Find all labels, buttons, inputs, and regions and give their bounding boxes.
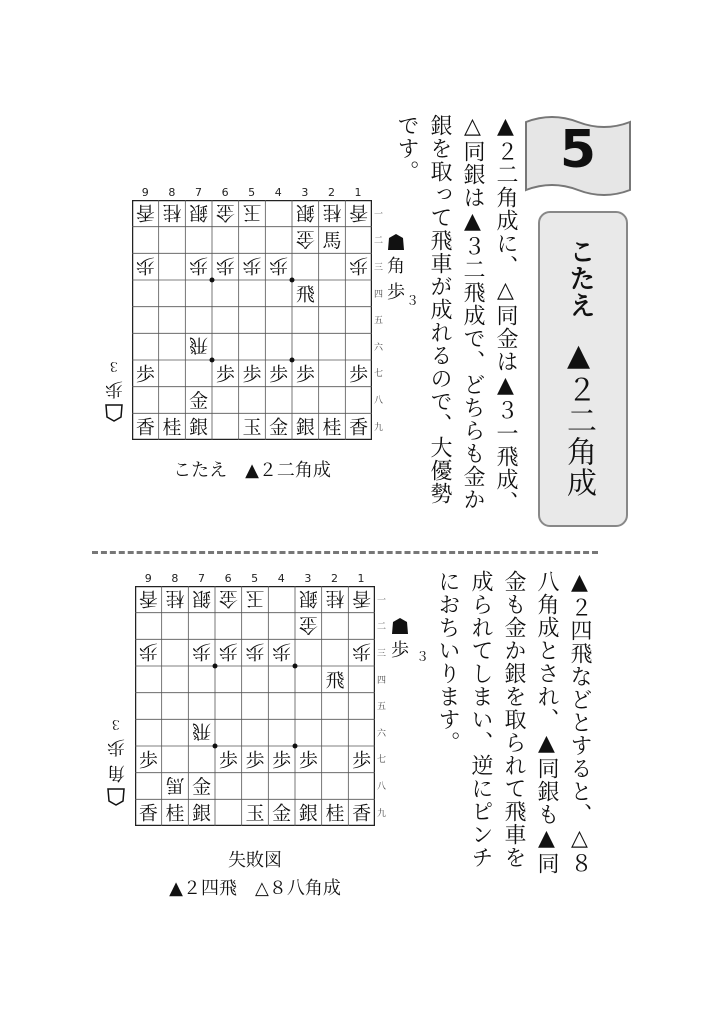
- gote-piece-5-1: 玉: [242, 201, 262, 224]
- explanation-top-3: 銀を取って飛車が成れるので、大優勢: [427, 114, 452, 505]
- board1-sente-hand: 角 歩: [386, 232, 406, 304]
- gote-piece-7-6: 飛: [189, 334, 209, 357]
- sente-piece-9-7: 歩: [138, 749, 158, 772]
- board2-sente-hand: 歩: [390, 616, 410, 662]
- sente-piece-3-9: 銀: [295, 416, 315, 439]
- gote-piece-7-3: 歩: [189, 254, 209, 277]
- gote-piece-6-3: 歩: [215, 254, 235, 277]
- sente-piece-1-7: 歩: [352, 749, 372, 772]
- gote-piece-5-3: 歩: [245, 640, 265, 663]
- sente-piece-9-9: 香: [138, 802, 158, 825]
- board2-sente-count: ３: [416, 650, 430, 665]
- board2-rank-labels: 一 二 三 四 五 六 七 八 九: [377, 595, 387, 819]
- explanation-bottom-4: 成られてしまい、逆にピンチ: [468, 570, 493, 869]
- gote-piece-8-8: 馬: [165, 774, 185, 796]
- problem-number: 5: [559, 120, 597, 180]
- sente-piece-2-9: 桂: [325, 802, 345, 825]
- gote-mark-icon: [104, 403, 124, 423]
- sente-piece-2-2: 馬: [322, 230, 342, 252]
- shogi-board-failure: [135, 586, 375, 826]
- sente-piece-7-9: 銀: [192, 802, 212, 825]
- sente-piece-2-9: 桂: [322, 416, 342, 439]
- gote-piece-3-2: 金: [298, 614, 318, 636]
- sente-piece-8-9: 桂: [165, 802, 185, 825]
- gote-piece-2-1: 桂: [322, 201, 342, 224]
- board2-gote-hand: 角 歩 ３: [106, 716, 126, 807]
- sente-piece-3-9: 銀: [298, 802, 318, 825]
- sente-mark-icon: [390, 616, 410, 636]
- explanation-top-2: △同銀は▲３二飛成で、どちらも金か: [460, 114, 485, 511]
- gote-piece-7-1: 銀: [189, 201, 209, 224]
- sente-piece-5-9: 玉: [242, 416, 262, 439]
- sente-piece-9-9: 香: [135, 416, 155, 439]
- gote-piece-3-2: 金: [295, 228, 315, 250]
- explanation-bottom-1: ▲２四飛などとすると、△８: [567, 570, 592, 875]
- explanation-bottom-3: 金も金か銀を取られて飛車を: [501, 570, 526, 869]
- board1-file-labels: 9 8 7 6 5 4 3 2 1: [141, 186, 362, 199]
- gote-piece-4-3: 歩: [272, 640, 292, 663]
- board1-caption: こたえ ▲２二角成: [173, 460, 331, 481]
- sente-piece-4-7: 歩: [272, 749, 292, 772]
- sente-piece-1-9: 香: [349, 416, 369, 439]
- gote-piece-9-3: 歩: [138, 640, 158, 663]
- gote-piece-9-1: 香: [138, 587, 158, 610]
- sente-piece-5-7: 歩: [242, 363, 262, 386]
- sente-piece-7-8: 金: [192, 776, 212, 798]
- sente-piece-4-7: 歩: [269, 363, 289, 386]
- sente-piece-6-7: 歩: [215, 363, 235, 386]
- gote-piece-5-3: 歩: [242, 254, 262, 277]
- gote-piece-7-1: 銀: [192, 587, 212, 610]
- gote-piece-4-3: 歩: [269, 254, 289, 277]
- gote-piece-3-1: 銀: [298, 587, 318, 610]
- answer-move: ▲２二角成: [561, 338, 596, 498]
- answer-label: こたえ: [565, 238, 595, 319]
- board1-sente-count: ３: [406, 294, 420, 309]
- sente-piece-4-9: 金: [272, 802, 292, 825]
- gote-piece-9-3: 歩: [135, 254, 155, 277]
- sente-piece-7-8: 金: [189, 390, 209, 412]
- board1-gote-hand: 歩 ３: [104, 358, 124, 423]
- board2-file-labels: 9 8 7 6 5 4 3 2 1: [144, 572, 365, 585]
- shogi-board-answer: [132, 200, 372, 440]
- gote-piece-6-1: 金: [218, 587, 238, 610]
- sente-piece-1-7: 歩: [349, 363, 369, 386]
- gote-mark-icon: [106, 787, 126, 807]
- sente-piece-5-7: 歩: [245, 749, 265, 772]
- gote-piece-7-3: 歩: [192, 640, 212, 663]
- sente-piece-1-9: 香: [352, 802, 372, 825]
- board2-caption-line1: 失敗図: [228, 850, 282, 871]
- sente-mark-icon: [386, 232, 406, 252]
- sente-piece-9-7: 歩: [135, 363, 155, 386]
- explanation-bottom-5: におちいります。: [435, 570, 460, 754]
- board2-caption-line2: ▲２四飛 △８八角成: [169, 878, 341, 899]
- explanation-top-4: です。: [394, 114, 419, 183]
- sente-piece-4-9: 金: [269, 416, 289, 439]
- gote-piece-1-1: 香: [349, 201, 369, 224]
- gote-piece-3-1: 銀: [295, 201, 315, 224]
- sente-piece-5-9: 玉: [245, 802, 265, 825]
- explanation-bottom-2: 八角成とされ、▲同銀も▲同: [534, 570, 559, 875]
- sente-piece-8-9: 桂: [162, 416, 182, 439]
- sente-piece-3-4: 飛: [295, 283, 315, 306]
- gote-piece-7-6: 飛: [192, 720, 212, 743]
- gote-piece-8-1: 桂: [165, 587, 185, 610]
- gote-piece-1-1: 香: [352, 587, 372, 610]
- gote-piece-2-1: 桂: [325, 587, 345, 610]
- sente-piece-7-9: 銀: [189, 416, 209, 439]
- board1-rank-labels: 一 二 三 四 五 六 七 八 九: [374, 209, 384, 433]
- section-divider: [92, 551, 598, 554]
- sente-piece-3-7: 歩: [295, 363, 315, 386]
- gote-piece-1-3: 歩: [352, 640, 372, 663]
- gote-piece-5-1: 玉: [245, 587, 265, 610]
- gote-piece-6-3: 歩: [218, 640, 238, 663]
- gote-piece-8-1: 桂: [162, 201, 182, 224]
- gote-piece-1-3: 歩: [349, 254, 369, 277]
- gote-piece-6-1: 金: [215, 201, 235, 224]
- sente-piece-2-4: 飛: [325, 669, 345, 692]
- sente-piece-6-7: 歩: [218, 749, 238, 772]
- explanation-top-1: ▲２二角成に、△同金は▲３一飛成、: [493, 114, 518, 514]
- gote-piece-9-1: 香: [135, 201, 155, 224]
- sente-piece-3-7: 歩: [298, 749, 318, 772]
